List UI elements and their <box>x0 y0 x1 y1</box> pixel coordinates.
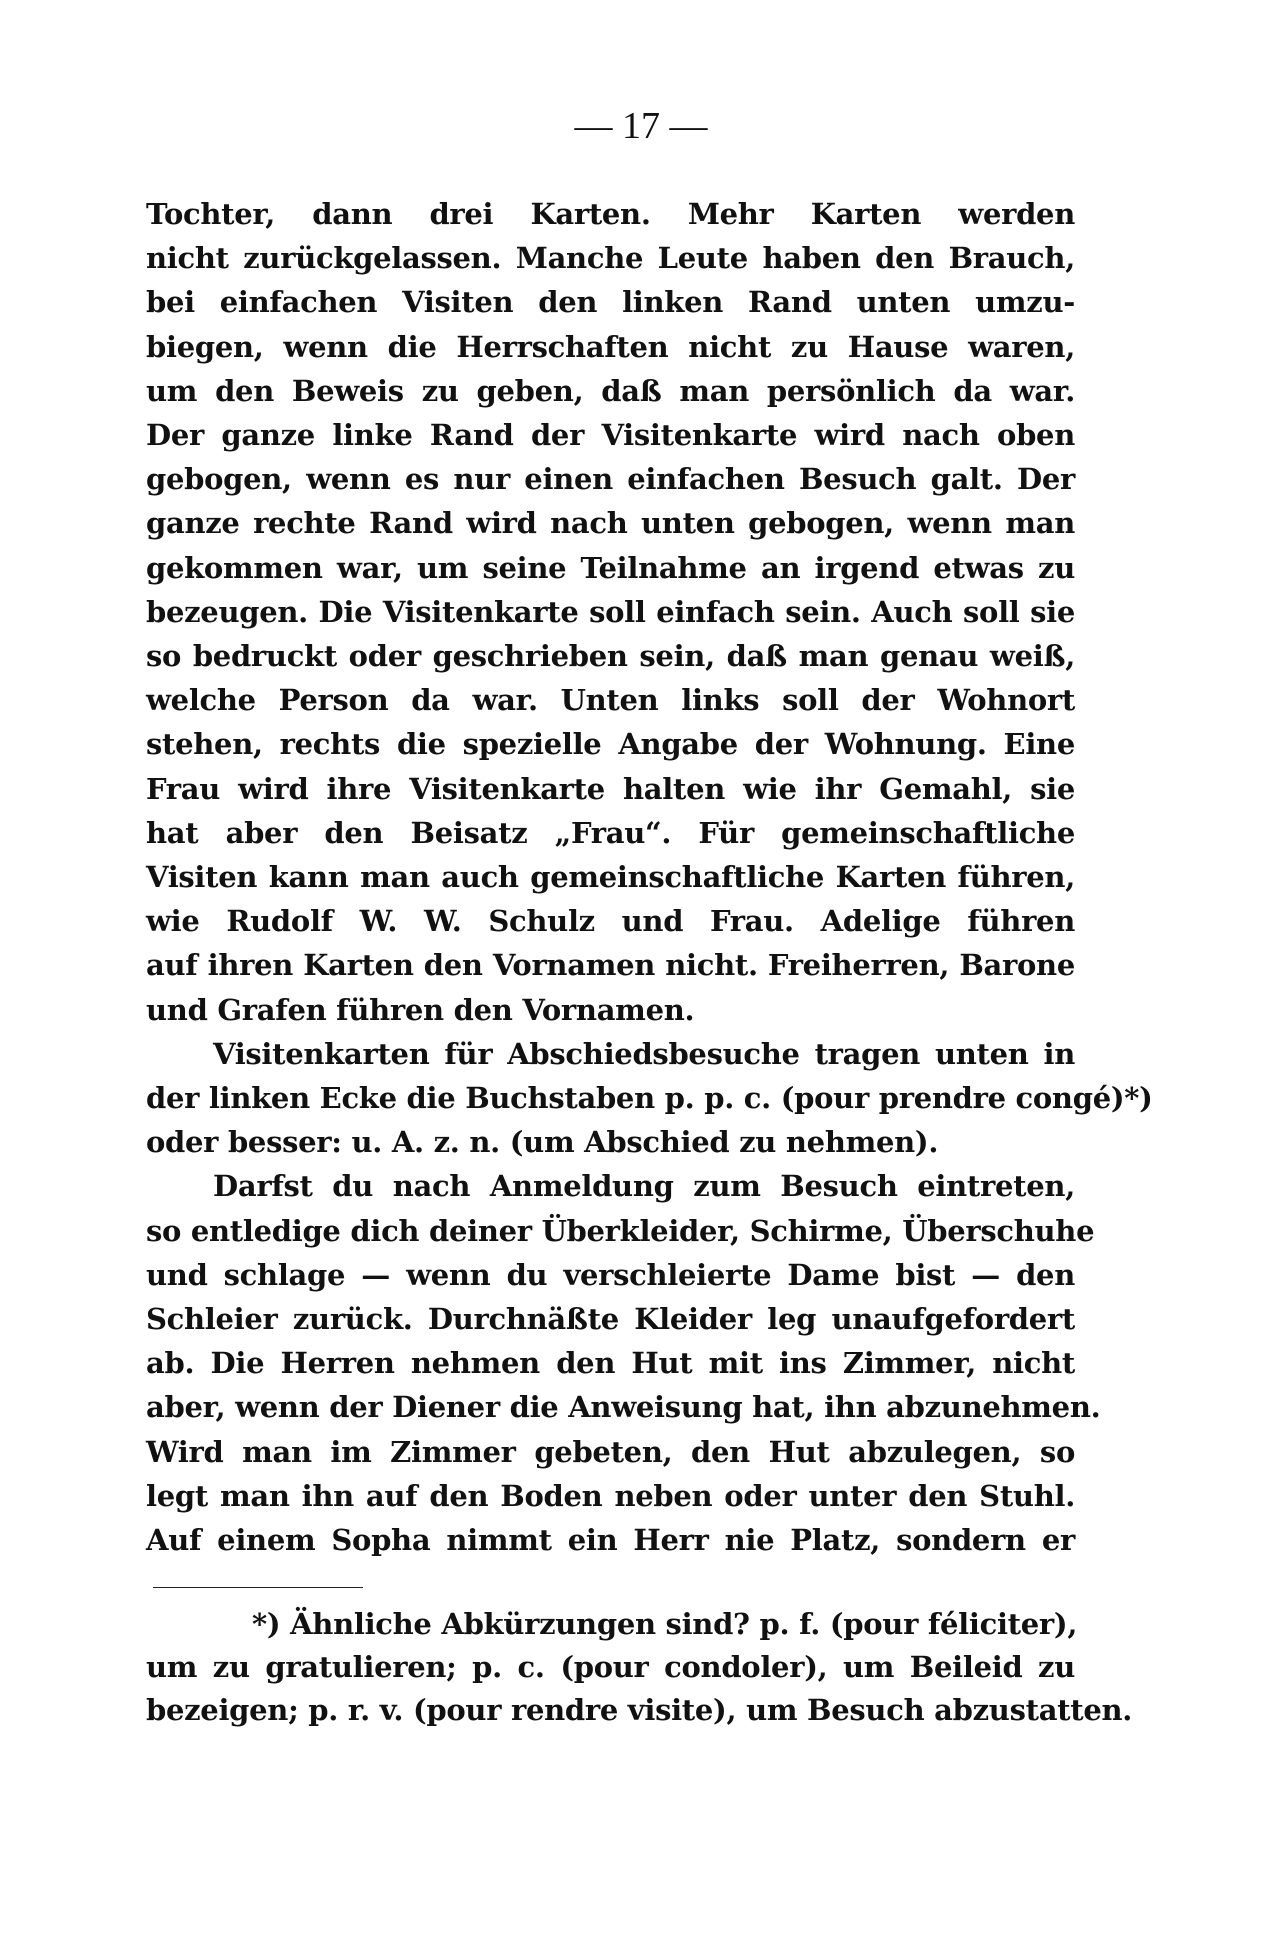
text-line: hat aber den Beisatz „Frau“. Für gemeinschaftliche <box>146 815 1075 850</box>
text-line: gebogen, wenn es nur einen einfachen Besuch galt. Der <box>146 462 1075 497</box>
text-line: Frau wird ihre Visitenkarte halten wie ihr Gemahl, sie <box>146 771 1075 806</box>
text-line: stehen, rechts die spezielle Angabe der Wohnung. Eine <box>146 727 1075 762</box>
footnote-line: *) Ähnliche Abkürzungen sind? p. f. (pour féliciter), <box>252 1607 1078 1641</box>
text-line: biegen, wenn die Herrschaften nicht zu Hause waren, <box>146 329 1075 364</box>
text-line: um den Beweis zu geben, daß man persönlich da war. <box>146 373 1075 408</box>
text-line: Visitenkarten für Abschiedsbesuche tragen unten in <box>213 1036 1075 1071</box>
text-line: nicht zurückgelassen. Manche Leute haben den Brauch, <box>146 241 1075 276</box>
text-line: bei einfachen Visiten den linken Rand unten umzu- <box>146 285 1075 320</box>
text-line: ganze rechte Rand wird nach unten gebogen, wenn man <box>146 506 1075 541</box>
page-number: — 17 — <box>574 105 708 147</box>
text-line: ab. Die Herren nehmen den Hut mit ins Zimmer, nicht <box>146 1346 1075 1381</box>
text-line: Der ganze linke Rand der Visitenkarte wird nach oben <box>146 418 1075 452</box>
text-line: Schleier zurück. Durchnäßte Kleider leg unaufgefordert <box>146 1302 1075 1336</box>
footnote-line: bezeigen; p. r. v. (pour rendre visite), um Besuch abzustatten. <box>146 1693 1133 1727</box>
text-line: auf ihren Karten den Vornamen nicht. Freiherren, Barone <box>146 948 1075 983</box>
text-line: und schlage — wenn du verschleierte Dame bist — den <box>146 1257 1075 1292</box>
text-line: Wird man im Zimmer gebeten, den Hut abzulegen, so <box>146 1434 1075 1469</box>
text-line: bezeugen. Die Visitenkarte soll einfach sein. Auch soll sie <box>146 594 1075 629</box>
text-line: so bedruckt oder geschrieben sein, daß man genau weiß, <box>146 639 1075 673</box>
text-line: Visiten kann man auch gemeinschaftliche Karten führen, <box>146 860 1075 894</box>
text-line: oder besser: u. A. z. n. (um Abschied zu nehmen). <box>146 1125 939 1160</box>
text-line: so entledige dich deiner Überkleider, Schirme, Überschuhe <box>146 1213 1095 1248</box>
text-line: gekommen war, um seine Teilnahme an irgend etwas zu <box>146 550 1075 585</box>
text-line: Tochter, dann drei Karten. Mehr Karten werden <box>146 197 1075 231</box>
text-line: der linken Ecke die Buchstaben p. p. c. (pour prendre congé)*) <box>146 1081 1153 1115</box>
footnote-line: um zu gratulieren; p. c. (pour condoler), um Beileid zu <box>146 1650 1075 1684</box>
text-line: welche Person da war. Unten links soll der Wohnort <box>146 683 1075 718</box>
footnote-divider <box>153 1587 363 1588</box>
text-line: Darfst du nach Anmeldung zum Besuch eintreten, <box>213 1169 1075 1204</box>
text-line: legt man ihn auf den Boden neben oder unter den Stuhl. <box>146 1478 1075 1513</box>
text-line: wie Rudolf W. W. Schulz und Frau. Adelige führen <box>146 904 1075 939</box>
text-line: und Grafen führen den Vornamen. <box>146 992 695 1027</box>
text-line: aber, wenn der Diener die Anweisung hat, ihn abzunehmen. <box>146 1390 1101 1425</box>
text-line: Auf einem Sopha nimmt ein Herr nie Platz, sondern er <box>146 1523 1075 1557</box>
